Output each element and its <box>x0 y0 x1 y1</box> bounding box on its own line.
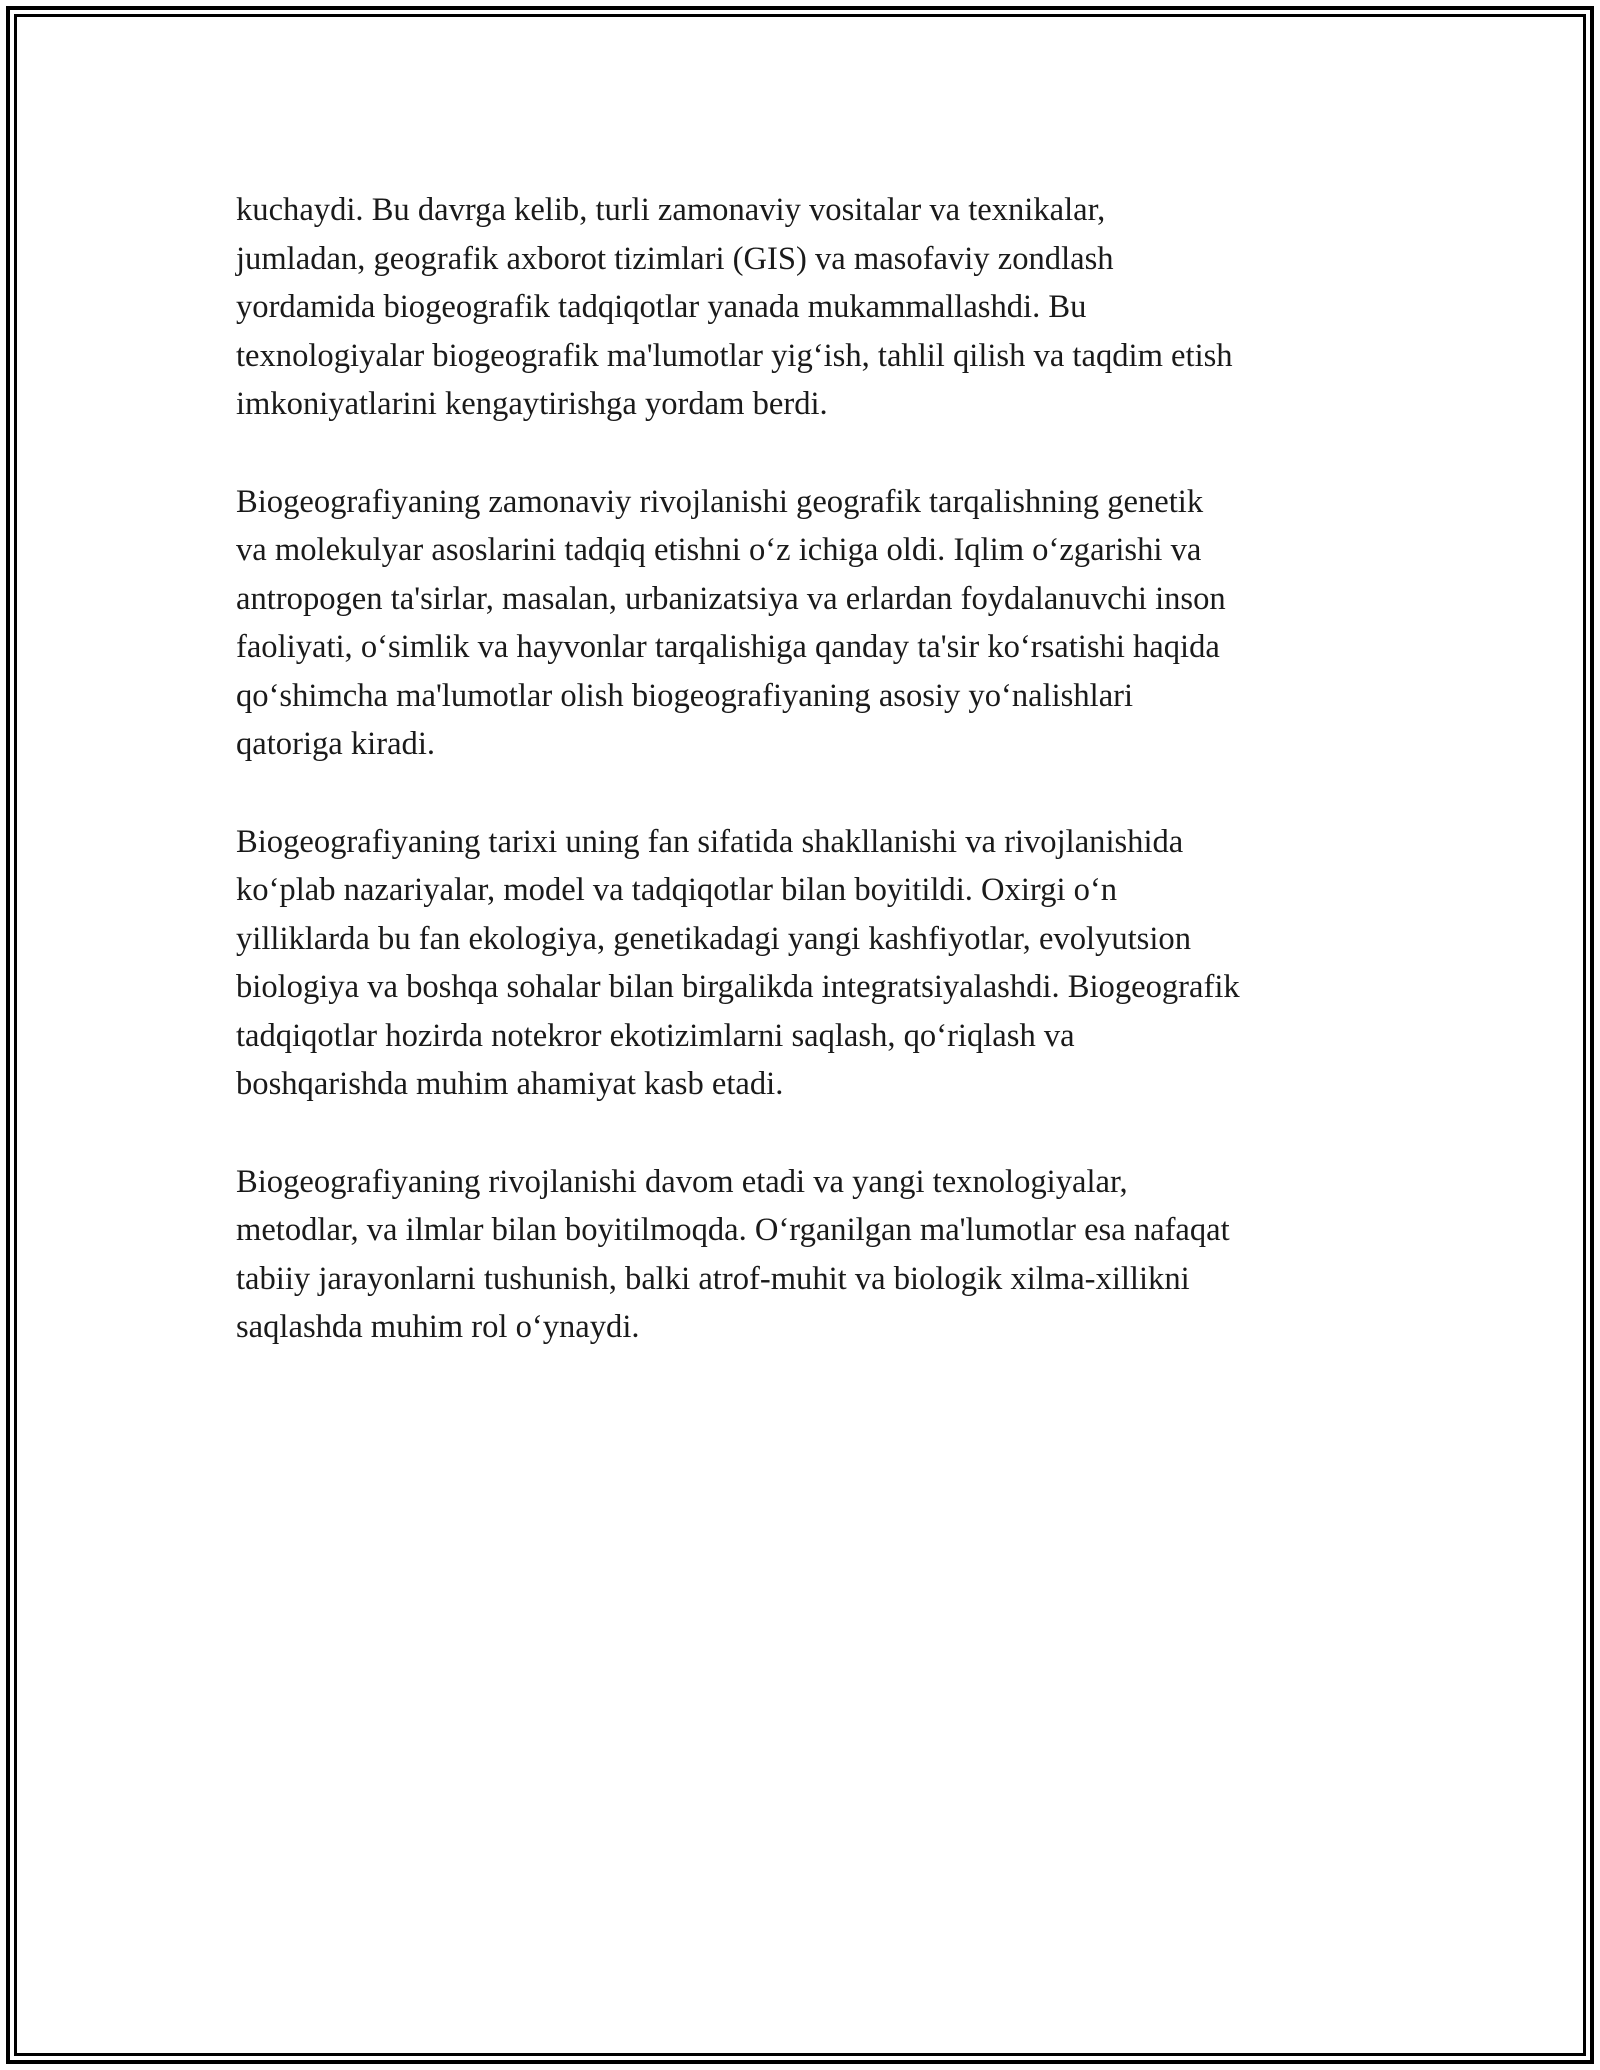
text-line: Biogeografiyaning zamonaviy rivojlanishi geografik tarqalishning genetik <box>236 483 1204 520</box>
paragraph-4 <box>236 1158 1376 1352</box>
text-line: texnologiyalar biogeografik ma'lumotlar yig‘ish, tahlil qilish va taqdim etish <box>236 337 1233 374</box>
text-line: jumladan, geografik axborot tizimlari (GIS) va masofaviy zondlash <box>236 240 1114 277</box>
text-line: metodlar, va ilmlar bilan boyitilmoqda. O‘rganilgan ma'lumotlar esa nafaqat <box>236 1212 1230 1248</box>
text-line: qatoriga kiradi. <box>236 726 436 762</box>
paragraph-2 <box>236 478 1376 769</box>
text-line: saqlashda muhim rol o‘ynaydi. <box>236 1309 640 1345</box>
text-line: ko‘plab nazariyalar, model va tadqiqotlar bilan boyitildi. Oxirgi o‘n <box>236 872 1118 908</box>
text-line: faoliyati, o‘simlik va hayvonlar tarqalishiga qanday ta'sir ko‘rsatishi haqida <box>236 629 1220 665</box>
paragraph-3 <box>236 818 1376 1109</box>
text-line: biologiya va boshqa sohalar bilan birgalikda integratsiyalashdi. Biogeografik <box>236 969 1240 1005</box>
text-line: boshqarishda muhim ahamiyat kasb etadi. <box>236 1066 784 1102</box>
paragraph-1 <box>236 186 1376 429</box>
text-line: va molekulyar asoslarini tadqiq etishni o‘z ichiga oldi. Iqlim o‘zgarishi va <box>236 532 1202 568</box>
text-line: Biogeografiyaning rivojlanishi davom etadi va yangi texnologiyalar, <box>236 1163 1128 1200</box>
document-body <box>236 186 1376 1401</box>
text-line: yilliklarda bu fan ekologiya, genetikadagi yangi kashfiyotlar, evolyutsion <box>236 920 1191 957</box>
text-line: tabiiy jarayonlarni tushunish, balki atrof-muhit va biologik xilma-xillikni <box>236 1260 1190 1297</box>
text-line: imkoniyatlarini kengaytirishga yordam berdi. <box>236 386 828 422</box>
text-line: kuchaydi. Bu davrga kelib, turli zamonaviy vositalar va texnikalar, <box>236 192 1106 228</box>
text-line: Biogeografiyaning tarixi uning fan sifatida shakllanishi va rivojlanishida <box>236 823 1184 860</box>
text-line: qo‘shimcha ma'lumotlar olish biogeografiyaning asosiy yo‘nalishlari <box>236 677 1134 714</box>
text-line: tadqiqotlar hozirda notekror ekotizimlarni saqlash, qo‘riqlash va <box>236 1017 1075 1054</box>
text-line: antropogen ta'sirlar, masalan, urbanizatsiya va erlardan foydalanuvchi inson <box>236 580 1226 617</box>
text-line: yordamida biogeografik tadqiqotlar yanada mukammallashdi. Bu <box>236 289 1087 325</box>
